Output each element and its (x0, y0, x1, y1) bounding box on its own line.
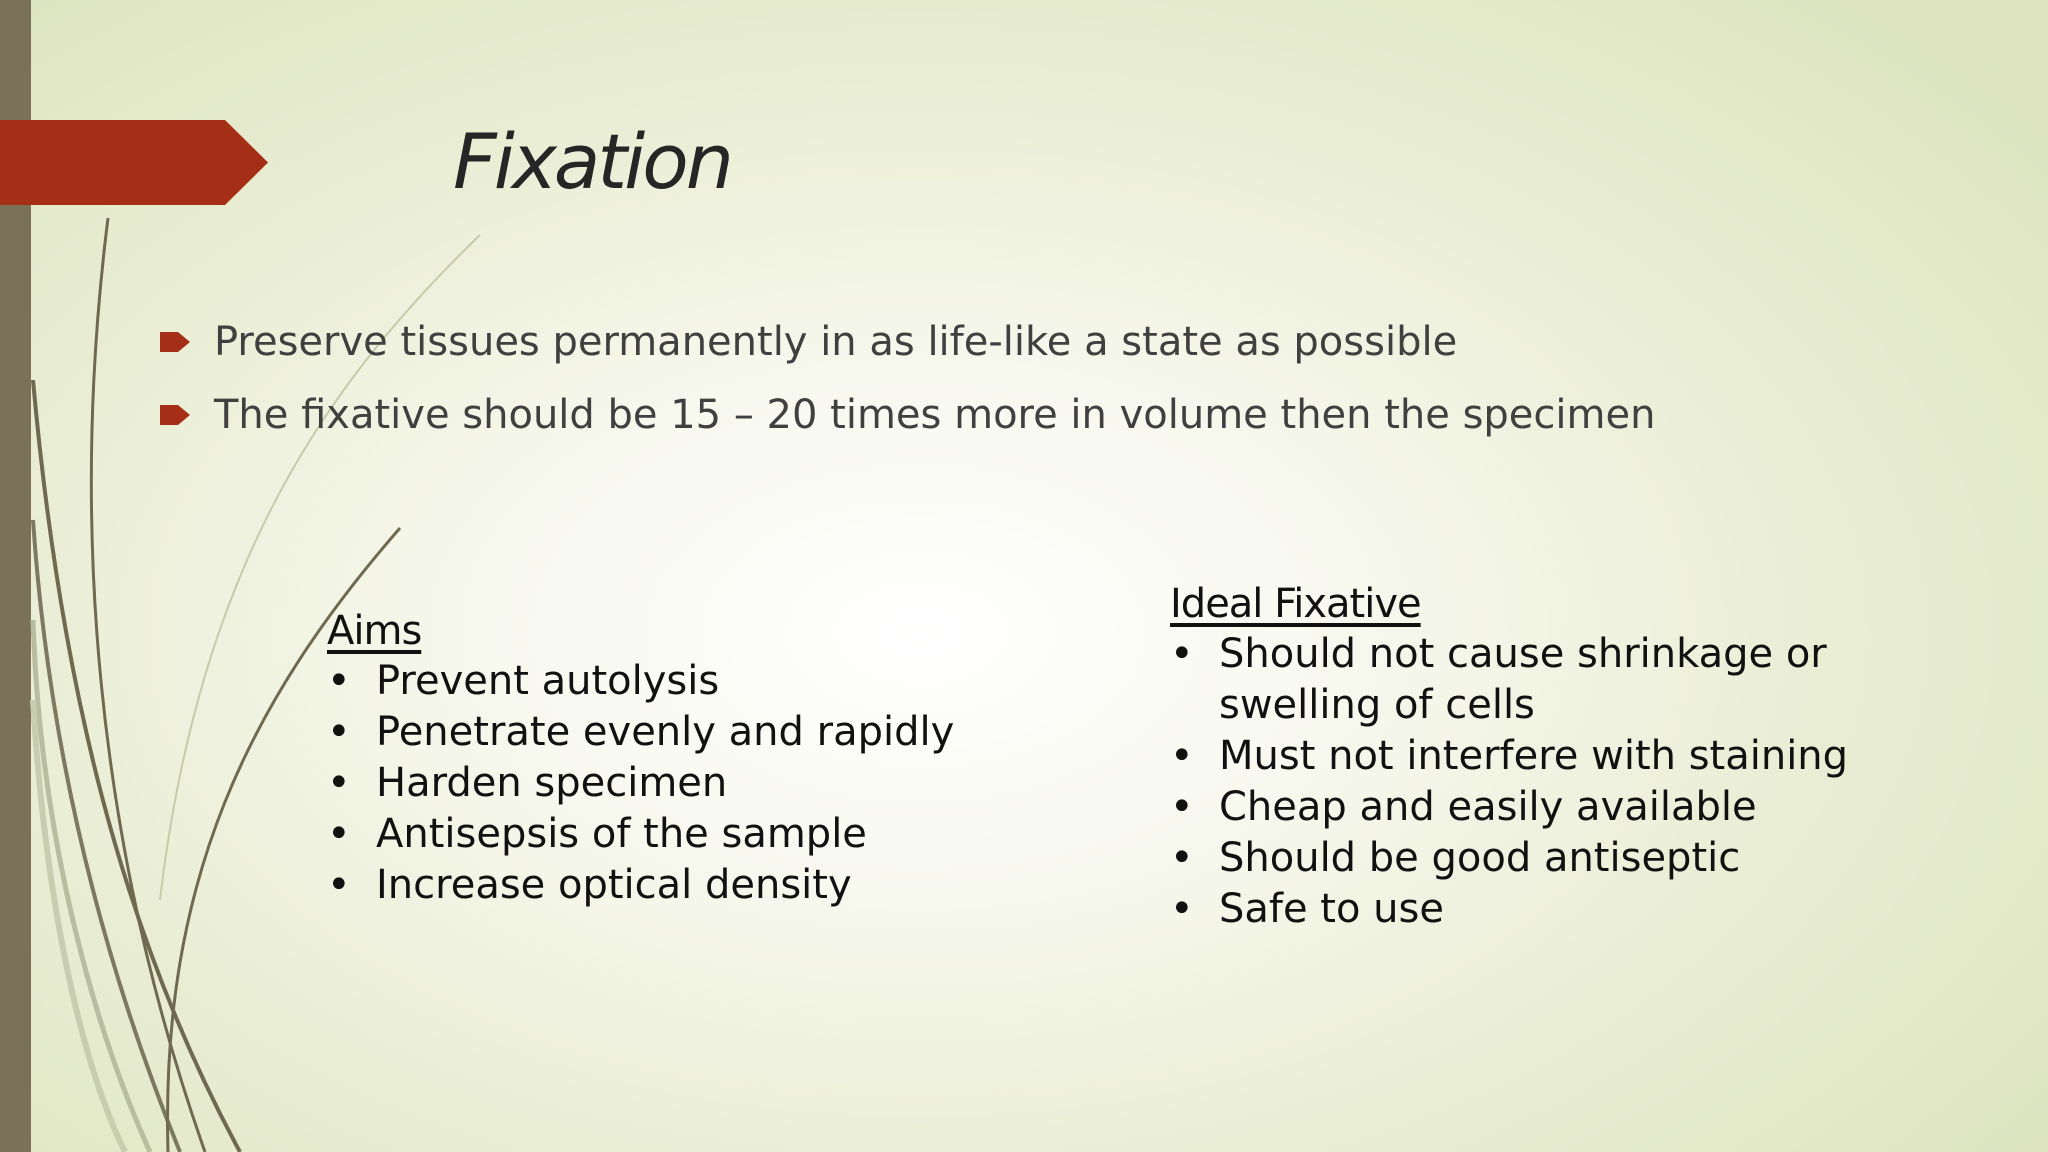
ideal-fixative-list (1170, 629, 1848, 935)
bullet-dot-icon: • (327, 709, 351, 755)
arrow-pentagon-icon (0, 120, 268, 205)
ideal-fixative-item: • Safe to use (1170, 884, 1848, 935)
aims-item: • Harden specimen (327, 758, 954, 809)
aims-item: • Antisepsis of the sample (327, 809, 954, 860)
bullet-dot-icon: • (327, 811, 351, 857)
aims-item: • Increase optical density (327, 860, 954, 911)
top-bullet-text: Preserve tissues permanently in as life-like a state as possible (214, 319, 1458, 365)
ideal-fixative-item: • Should not cause shrinkage or swelling of cells (1170, 631, 1827, 728)
bullet-dot-icon: • (327, 658, 351, 704)
slide-title: Fixation (453, 117, 731, 206)
ideal-fixative-item: • Cheap and easily available (1170, 782, 1848, 833)
bullet-dot-icon: • (327, 862, 351, 908)
top-bullet-item (160, 312, 1655, 385)
aims-item: • Penetrate evenly and rapidly (327, 707, 954, 758)
ideal-fixative-item: • Must not interfere with staining (1170, 731, 1848, 782)
aims-heading: Aims (327, 608, 422, 654)
ideal-fixative-column (1170, 579, 1848, 935)
bullet-dot-icon: • (1170, 886, 1194, 932)
aims-column (327, 606, 954, 911)
bullet-dot-icon: • (1170, 784, 1194, 830)
arrow-bullet-icon (160, 402, 190, 428)
aims-list (327, 656, 954, 911)
ideal-fixative-item: • Should be good antiseptic (1170, 833, 1848, 884)
top-bullet-list (160, 312, 1655, 458)
arrow-bullet-icon (160, 329, 190, 355)
aims-item: • Prevent autolysis (327, 656, 954, 707)
bullet-dot-icon: • (1170, 631, 1194, 677)
bullet-dot-icon: • (1170, 835, 1194, 881)
top-bullet-item (160, 385, 1655, 458)
bullet-dot-icon: • (327, 760, 351, 806)
bullet-dot-icon: • (1170, 733, 1194, 779)
ideal-fixative-heading: Ideal Fixative (1170, 581, 1421, 627)
top-bullet-text: The fixative should be 15 – 20 times more in volume then the specimen (214, 392, 1656, 438)
